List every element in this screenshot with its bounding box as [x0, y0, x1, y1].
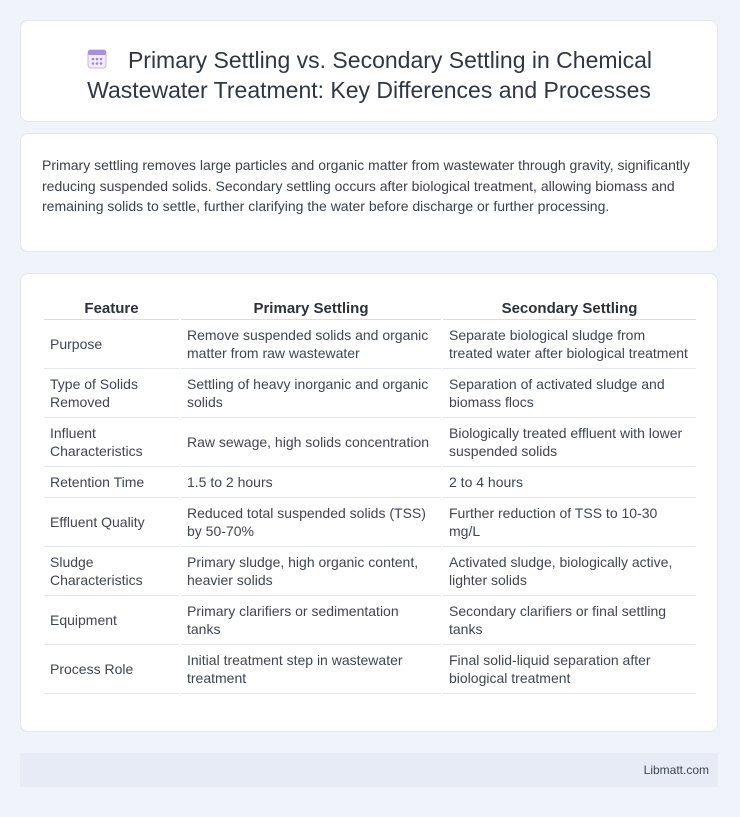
secondary-cell: Secondary clarifiers or final settling tanks: [443, 596, 696, 645]
feature-cell: Equipment: [44, 596, 179, 645]
secondary-cell: Final solid-liquid separation after biological treatment: [443, 645, 696, 694]
secondary-cell: Activated sludge, biologically active, lighter solids: [443, 547, 696, 596]
table-row: [44, 369, 696, 418]
table-row: [44, 498, 696, 547]
primary-cell: 1.5 to 2 hours: [181, 467, 441, 498]
calendar-grid-icon: [86, 48, 108, 70]
secondary-cell: Separate biological sludge from treated water after biological treatment: [443, 320, 696, 369]
feature-cell: Purpose: [44, 320, 179, 369]
primary-cell: Reduced total suspended solids (TSS) by 50-70%: [181, 498, 441, 547]
page-title: [21, 21, 717, 105]
secondary-cell: Separation of activated sludge and biomass flocs: [443, 369, 696, 418]
feature-cell: Retention Time: [44, 467, 179, 498]
table-row: [44, 418, 696, 467]
primary-cell: Primary clarifiers or sedimentation tanks: [181, 596, 441, 645]
table-row: [44, 596, 696, 645]
footer-bar: [20, 753, 718, 787]
feature-cell: Sludge Characteristics: [44, 547, 179, 596]
table-row: [44, 547, 696, 596]
primary-cell: Raw sewage, high solids concentration: [181, 418, 441, 467]
intro-paragraph: Primary settling removes large particles and organic matter from wastewater through gravity, significantly reducing suspended solids. Secondary settling occurs after biological treatment, allowing biomass and remaining solids to settle, further clarifying the water before discharge or further processing.: [42, 157, 690, 214]
primary-cell: Remove suspended solids and organic matter from raw wastewater: [181, 320, 441, 369]
intro-card: [20, 133, 718, 252]
secondary-cell: Further reduction of TSS to 10-30 mg/L: [443, 498, 696, 547]
table-header-row: [44, 295, 696, 320]
comparison-card: [20, 273, 718, 732]
feature-cell: Process Role: [44, 645, 179, 694]
feature-cell: Influent Characteristics: [44, 418, 179, 467]
secondary-cell: Biologically treated effluent with lower suspended solids: [443, 418, 696, 467]
secondary-cell: 2 to 4 hours: [443, 467, 696, 498]
primary-cell: Settling of heavy inorganic and organic solids: [181, 369, 441, 418]
primary-cell: Primary sludge, high organic content, heavier solids: [181, 547, 441, 596]
title-card: [20, 20, 718, 122]
page-title-text: Primary Settling vs. Secondary Settling in Chemical Wastewater Treatment: Key Differences and Processes: [87, 47, 653, 103]
table-row: [44, 320, 696, 369]
header-feature: Feature: [44, 295, 179, 320]
feature-cell: Effluent Quality: [44, 498, 179, 547]
table-row: [44, 645, 696, 694]
comparison-table: [42, 295, 698, 694]
footer-brand-link[interactable]: Libmatt.com: [643, 763, 709, 777]
feature-cell: Type of Solids Removed: [44, 369, 179, 418]
header-primary-settling: Primary Settling: [181, 295, 441, 320]
primary-cell: Initial treatment step in wastewater treatment: [181, 645, 441, 694]
table-row: [44, 467, 696, 498]
header-secondary-settling: Secondary Settling: [443, 295, 696, 320]
